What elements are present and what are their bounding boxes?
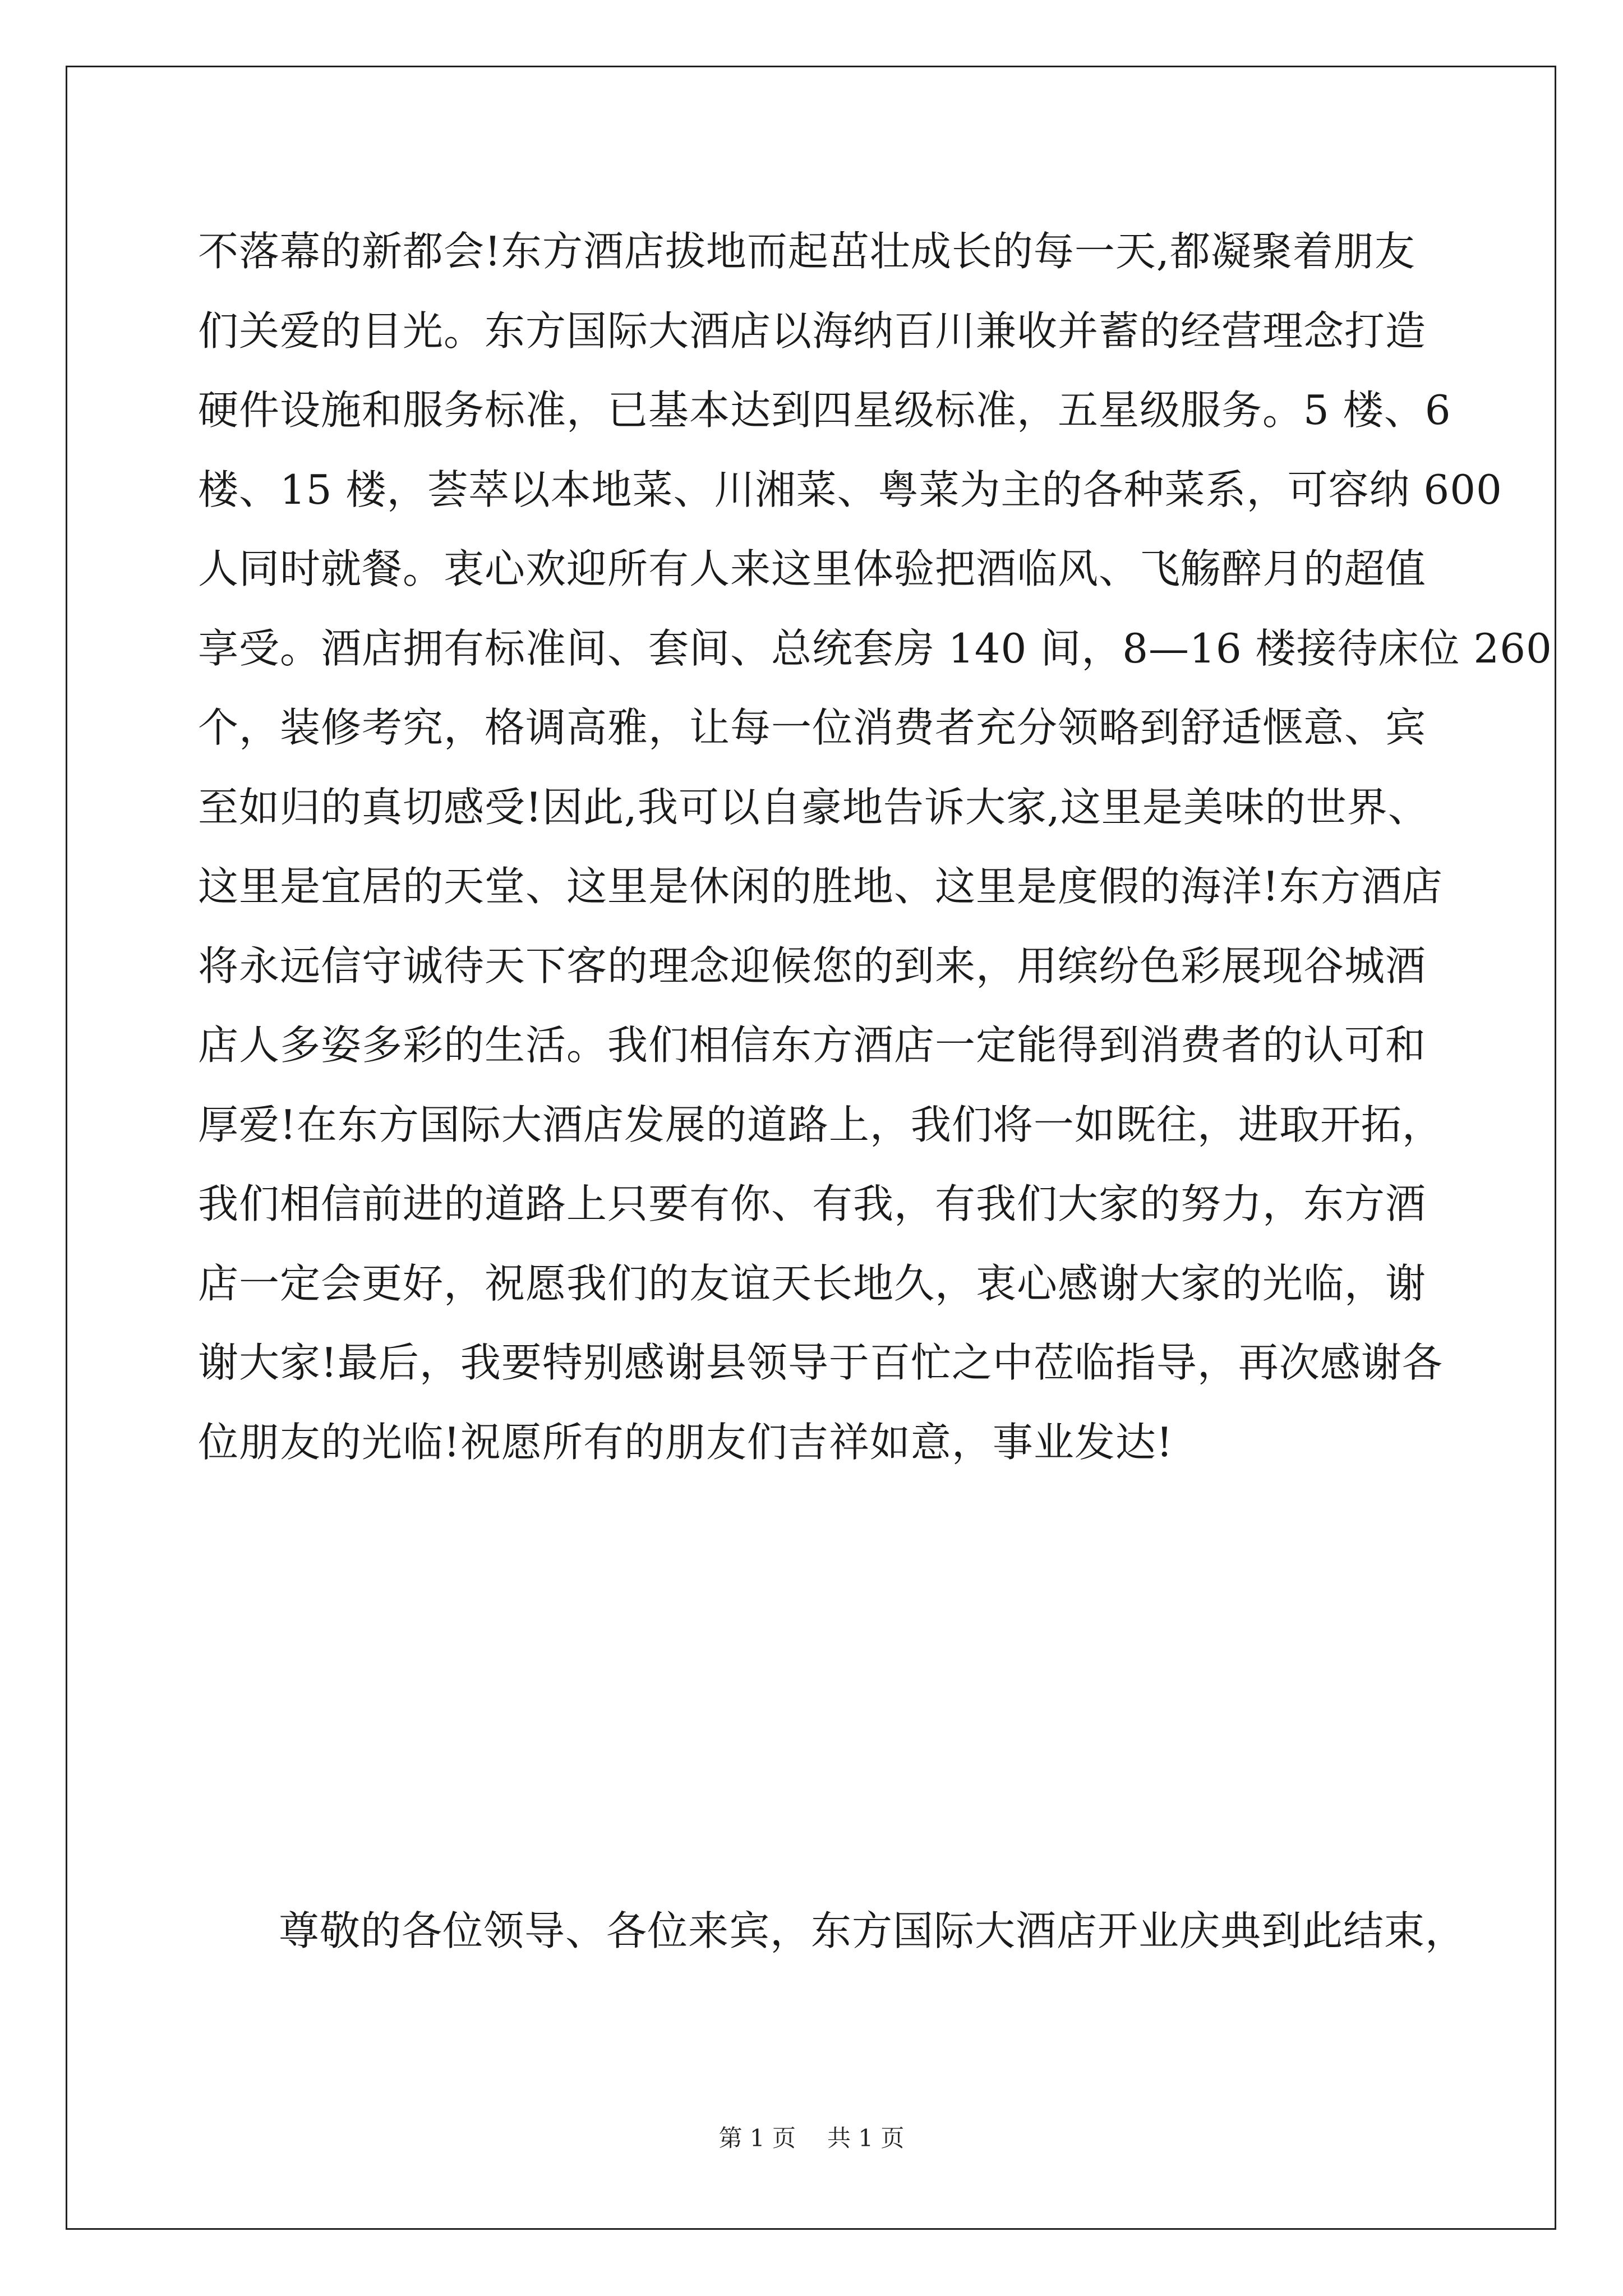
text-line: 个，装修考究，格调高雅，让每一位消费者充分领略到舒适惬意、宾 xyxy=(198,704,1427,751)
text-line: 这里是宜居的天堂、这里是休闲的胜地、这里是度假的海洋!东方酒店 xyxy=(198,863,1443,910)
text-line: 人同时就餐。衷心欢迎所有人来这里体验把酒临风、飞觞醉月的超值 xyxy=(198,545,1427,592)
text-line: 不落幕的新都会!东方酒店拔地而起茁壮成长的每一天,都凝聚着朋友 xyxy=(198,228,1415,275)
page-count: 共 1 页 xyxy=(827,2124,905,2152)
text-line: 至如归的真切感受!因此,我可以自豪地告诉大家,这里是美味的世界、 xyxy=(198,783,1429,831)
text-line: 们关爱的目光。东方国际大酒店以海纳百川兼收并蓄的经营理念打造 xyxy=(198,307,1427,355)
text-line: 店一定会更好，祝愿我们的友谊天长地久，衷心感谢大家的光临，谢 xyxy=(198,1259,1427,1307)
text-line: 店人多姿多彩的生活。我们相信东方酒店一定能得到消费者的认可和 xyxy=(198,1022,1427,1069)
document-body xyxy=(198,212,1552,1482)
text-line: 硬件设施和服务标准，已基本达到四星级标准，五星级服务。5 楼、6 xyxy=(198,386,1451,434)
page-number: 第 1 页 xyxy=(718,2124,796,2152)
text-line: 厚爱!在东方国际大酒店发展的道路上，我们将一如既往，进取开拓， xyxy=(198,1101,1443,1148)
text-line: 我们相信前进的道路上只要有你、有我，有我们大家的努力，东方酒 xyxy=(198,1180,1427,1227)
text-line: 楼、15 楼，荟萃以本地菜、川湘菜、粤菜为主的各种菜系，可容纳 600 xyxy=(198,466,1502,513)
text-line: 享受。酒店拥有标准间、套间、总统套房 140 间，8—16 楼接待床位 260 xyxy=(198,624,1552,672)
text-line: 位朋友的光临!祝愿所有的朋友们吉祥如意，事业发达! xyxy=(198,1418,1173,1466)
text-line: 谢大家!最后，我要特别感谢县领导于百忙之中莅临指导，再次感谢各 xyxy=(198,1339,1443,1386)
page-footer xyxy=(0,2122,1623,2155)
closing-paragraph: 尊敬的各位领导、各位来宾，东方国际大酒店开业庆典到此结束， xyxy=(279,1907,1467,1954)
text-line: 将永远信守诚待天下客的理念迎候您的到来，用缤纷色彩展现谷城酒 xyxy=(198,942,1427,990)
